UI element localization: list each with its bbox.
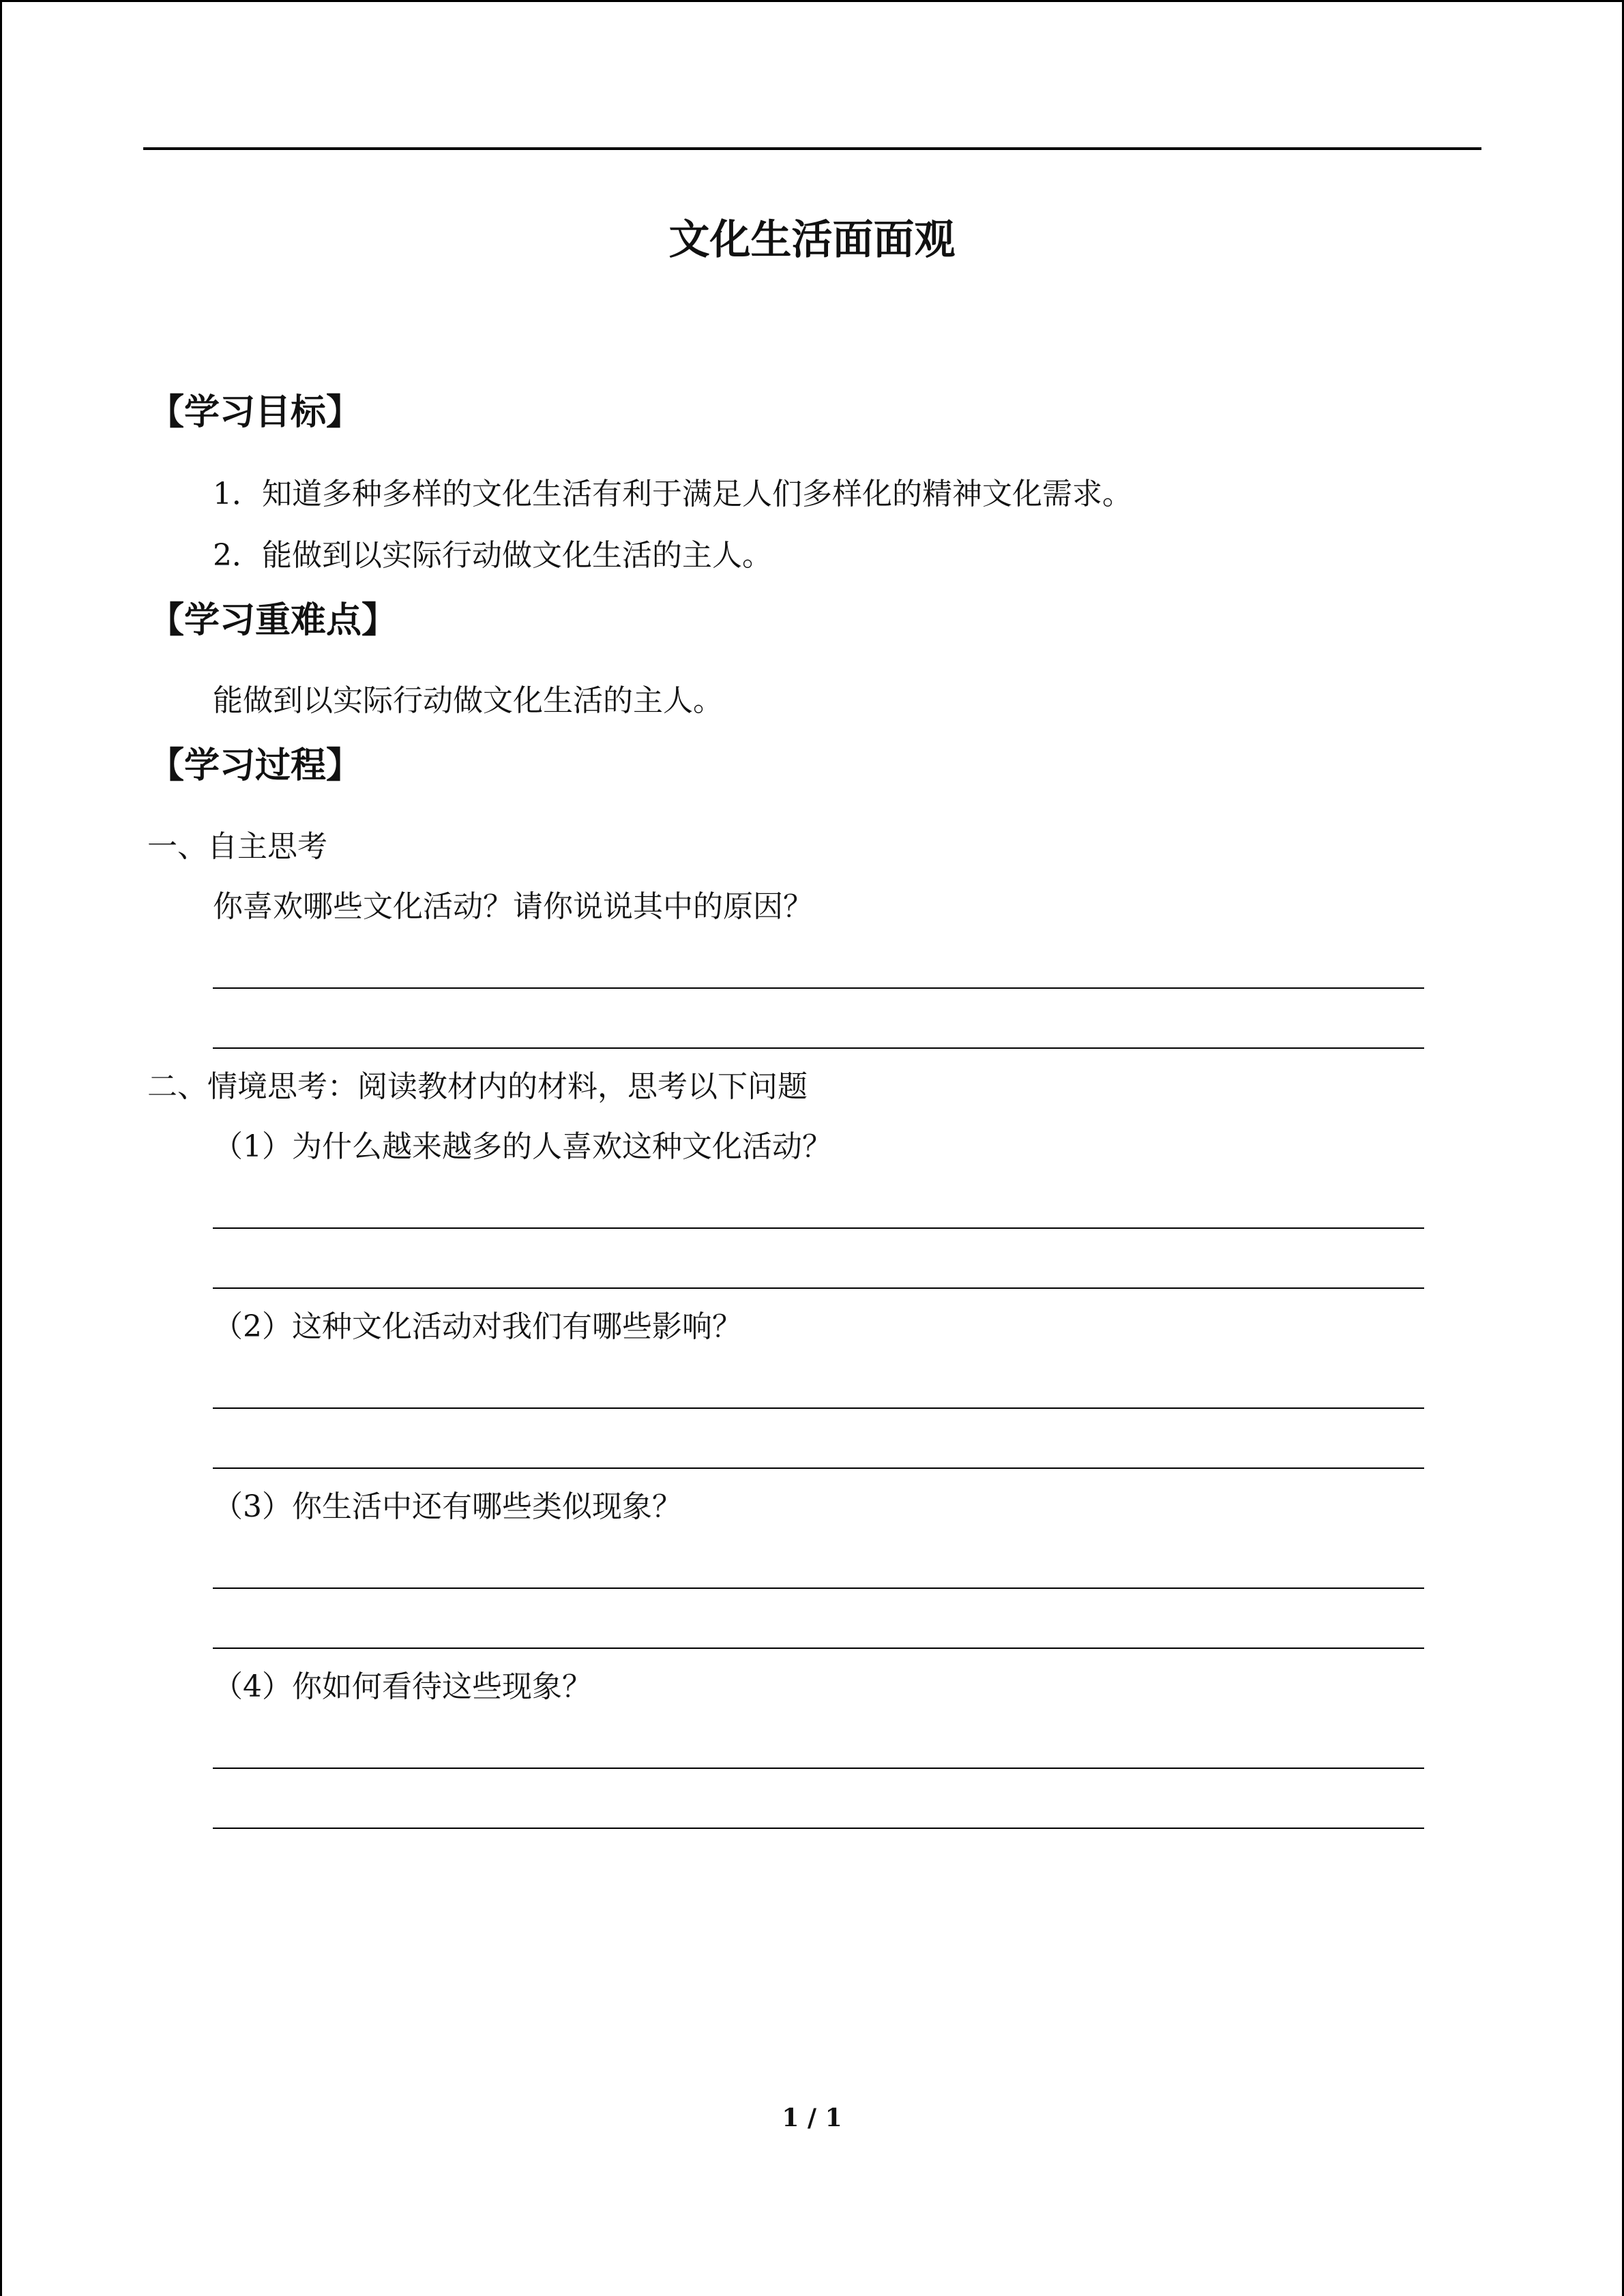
page-title: 文化生活面面观 bbox=[668, 216, 956, 264]
part2-label: 二、情境思考：阅读教材内的材料，思考以下问题 bbox=[147, 1069, 808, 1104]
answer-line bbox=[213, 1648, 1424, 1649]
section-heading-goals: 【学习目标】 bbox=[149, 392, 362, 433]
part2-question-1: （1）为什么越来越多的人喜欢这种文化活动？ bbox=[213, 1129, 832, 1164]
part1-question: 你喜欢哪些文化活动？请你说说其中的原因？ bbox=[213, 889, 813, 924]
part2-question-2: （2）这种文化活动对我们有哪些影响？ bbox=[213, 1309, 742, 1344]
part2-question-4: （4）你如何看待这些现象？ bbox=[213, 1669, 592, 1704]
goal-item-1: 1．知道多种多样的文化生活有利于满足人们多样化的精神文化需求。 bbox=[213, 477, 1132, 511]
answer-line bbox=[213, 987, 1424, 989]
page-number: 1 / 1 bbox=[782, 2104, 842, 2132]
answer-line bbox=[213, 1407, 1424, 1409]
section-heading-process: 【学习过程】 bbox=[149, 745, 362, 786]
key-points-text: 能做到以实际行动做文化生活的主人。 bbox=[213, 683, 723, 718]
answer-line bbox=[213, 1587, 1424, 1589]
answer-line bbox=[213, 1047, 1424, 1049]
answer-line bbox=[213, 1828, 1424, 1829]
answer-line bbox=[213, 1467, 1424, 1469]
section-heading-key-points: 【学习重难点】 bbox=[149, 600, 398, 641]
goal-item-2: 2．能做到以实际行动做文化生活的主人。 bbox=[213, 538, 772, 573]
header-rule bbox=[143, 147, 1481, 150]
answer-line bbox=[213, 1287, 1424, 1289]
answer-line bbox=[213, 1768, 1424, 1769]
part1-label: 一、自主思考 bbox=[147, 829, 327, 864]
answer-line bbox=[213, 1227, 1424, 1229]
part2-question-3: （3）你生活中还有哪些类似现象？ bbox=[213, 1489, 682, 1524]
